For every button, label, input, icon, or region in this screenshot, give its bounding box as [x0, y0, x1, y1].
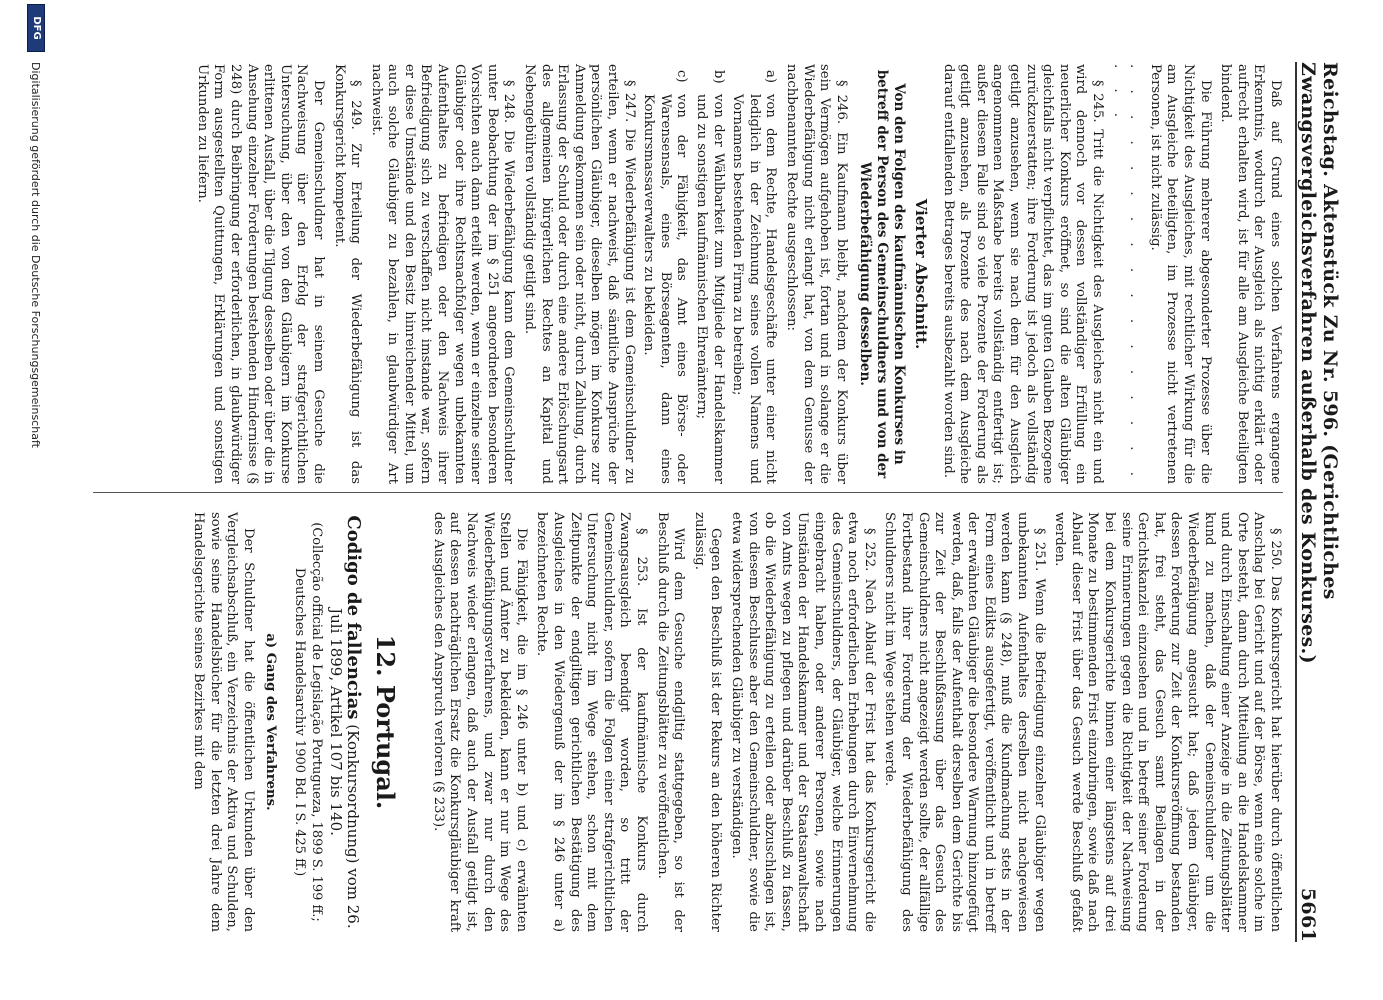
list-label: c) [674, 70, 690, 83]
footer-text: Digitalisierung gefördert durch die Deutsche Forschungsgemeinschaft [29, 62, 43, 448]
paragraph-249: § 249. Zur Erteilung der Wiederbefähigung ist das Konkursgericht kompetent. [331, 64, 364, 484]
page-number: 5661 [1297, 887, 1319, 942]
citation-line: (Collecção official de Legislação Portugueza, 1899 S. 199 ff.; [308, 522, 324, 922]
paragraph: Die Fähigkeit, die im § 246 unter b) und c) erwähnten Stellen und Ämter zu bekleiden, kann er nur im Wege des Wiederbefähigungsverfahrens, und zwar nur durch den Nachweis wieder erlangen, daß auch der Ausfall getilgt ist, auf dessen nachträglichen Ersatz die Konkursgläubiger kraft des Ausgleiches den Anspruch verloren (§ 233). [430, 512, 529, 932]
paragraph-247: § 247. Die Wiederbefähigung ist dem Gemeinschuldner zu erteilen, wenn er nachweist, daß sämtliche Ansprüche der persönlichen Gläubiger, dieselben mögen im Konkurse zur Anmeldung gekommen sein oder nicht, durch Zahlung, durch Erlassung der Schuld oder durch eine andere Erlöschungsart des allgemeinen bürgerlichen Rechtes an Kapital und Nebengebühren vollständig getilgt sind. [522, 64, 637, 484]
subsection-heading: a) Gang des Verfahrens. [263, 633, 279, 811]
paragraph: Die Führung mehrerer abgesonderter Prozesse über die Nichtigkeit des Ausgleiches, mit rechtlicher Wirkung für die am Ausgleiche beteiligten, im Prozesse nicht vertretenen Personen, ist nicht zulässig. [1147, 64, 1213, 484]
paragraph-253: § 253. Ist der kaufmännische Konkurs durch Zwangsausgleich beendigt worden, so tritt der Gemeinschuldner, sofern die Folgen einer strafgerichtlichen Untersuchung nicht im Wege stehen, schon mit dem Zeitpunkte der endgiltigen gerichtlichen Bestätigung des Ausgleiches in den Wiedergenuß der im § 246 unter a) bezeichneten Rechte. [534, 512, 650, 932]
country-heading: 12. Portugal. [371, 634, 401, 810]
paragraph-251: § 251. Wenn die Befriedigung einzelner Gläubiger wegen unbekannten Aufenthaltes derselben nicht nachgewiesen werden kann (§ 248), muß die Kundmachung stets in der Form eines Edikts ausgefertigt, veröffentlicht und in betreff der erwähnten Gläubiger die besondere Warnung hinzugefügt werden, daß, falls der Aufenthalt derselben dem Gerichte bis zur Zeit der Beschlußfassung über das Gesuch des Gemeinschuldners nicht angezeigt werden sollte, der allfällige Fortbestand ihrer Forderung der Wiederbefähigung des Schuldners nicht im Wege stehen werde. [882, 512, 1047, 932]
list-label: b) [710, 70, 726, 84]
paragraph-246: § 246. Ein Kaufmann bleibt, nachdem der Konkurs über sein Vermögen aufgehoben ist, fortan und in solange er die Wiederbefähigung nicht erlangt hat, von dem Genusse der nachbenannten Rechte ausgeschlossen: [783, 64, 849, 484]
list-item-a [729, 64, 779, 484]
list-text: von der Wählbarkeit zum Mitgliede der Handelskammer und zu sonstigen kaufmännischen Ehrenämtern; [694, 94, 726, 484]
list-text: von dem Rechte, Handelsgeschäfte unter einer nicht lediglich in der Zeichnung seines vollen Namens und Vornamens bestehenden Firma zu betreiben; [730, 94, 779, 484]
paragraph-248: § 248. Die Wiederbefähigung kann dem Gemeinschuldner unter Beobachtung der im § 251 angeordneten besonderen Vorsichten auch dann erteilt werden, wenn er einzelne seiner Gläubiger oder ihre Rechtsnachfolger wegen unbekannten Aufenthaltes zu befriedigen oder den Nachweis ihrer Befriedigung sich zu verschaffen nicht imstande war, sofern er diese Umstände und den Besitz hinreichender Mittel, um auch solche Gläubiger zu bezahlen, in glaubwürdiger Art nachweist. [368, 64, 517, 484]
paragraph: Der Schuldner hat die öffentlichen Urkunden über den Vergleichsabschluß, ein Verzeichnis der Aktiva und Schulden, sowie seine Handelsbücher für die letzten drei Jahre dem Handelsgerichte seines Bezirkes mit dem [190, 512, 256, 932]
code-citation [290, 512, 323, 932]
header-title: Reichstag. Aktenstück Zu Nr. 596. (Gerichtliches Zwangsvergleichsverfahren außerhalb des Konkurses.) [1297, 62, 1341, 664]
citation-line: Deutsches Handelsarchiv 1900 Bd. I S. 425 ff.) [291, 567, 307, 877]
list-item-c [640, 64, 690, 484]
paragraph-250: § 250. Das Konkursgericht hat hierüber durch öffentlichen Anschlag bei Gericht und auf der Börse, wenn eine solche im Orte besteht, dann durch Mitteilung an die Handelskammer und durch Einschaltung einer Anzeige in die Zeitungsblätter kund zu machen, daß der Gemeinschuldner um die Wiederbefähigung angesucht hat; daß jedem Gläubiger, dessen Forderung zur Zeit der Konkurseröffnung bestanden hat, frei steht, das Gesuch samt Beilagen in der Gerichtskanzlei einzusehen und in betreff seiner Forderung seine Erinnerungen gegen die Richtigkeit der Nachweisung bei dem Konkursgerichte binnen einer längstens auf drei Monate zu bestimmenden Frist einzubringen, sowie daß nach Ablauf dieser Frist über das Gesuch werde Beschluß gefaßt werden. [1052, 512, 1283, 932]
list-label: a) [763, 70, 779, 84]
omission-dots: . . . . . . . . . . . . . . . . . . . . [1110, 64, 1143, 484]
paragraph: Wird dem Gesuche endgiltig stattgegeben, so ist der Beschluß durch die Zeitungsblätter zu veröffentlichen. [654, 512, 687, 932]
list-text: von der Fähigkeit, das Amt eines Börse- oder Warensensals, eines Börseagenten, dann eines Konkursmassaverwalters zu bekleiden. [641, 94, 690, 484]
paragraph: Daß auf Grund eines solchen Verfahrens ergangene Erkenntnis, wodurch der Ausgleich als nichtig erklärt oder aufrecht erhalten wird, ist für alle am Ausgleiche Beteiligten bindend. [1218, 64, 1283, 484]
paragraph-252: § 252. Nach Ablauf der Frist hat das Konkursgericht die etwa noch erforderlichen Erhebungen durch Einvernehmung des Gemeinschuldners, der Gläubiger, welche Erinnerungen eingebracht haben, oder anderer Personen, sowie nach Umständen der Handelskammer und der Staatsanwaltschaft von Amts wegen zu pflegen und darüber Beschluß zu fassen, ob die Wiederbefähigung zu erteilen oder abzuschlagen ist, von diesem Beschlusse aber den Gemeinschuldner, sowie die etwa widersprechenden Gläubiger zu verständigen. [729, 512, 877, 932]
right-column [185, 512, 1283, 932]
footer [11, 0, 61, 1000]
section-heading: Vierter Abschnitt. [912, 198, 931, 350]
paragraph-245: § 245. Tritt die Nichtigkeit des Ausgleiches nicht ein und wird dennoch vor dessen vollständiger Erfüllung ein neuerlicher Konkurs eröffnet, so sind die alten Gläubiger gleichfalls nicht verpflichtet, das im guten Glauben Bezogene zurückzuerstatten; ihre Forderung ist jedoch als vollständig getilgt anzusehen, wenn sie nach dem für den Ausgleich angenommenen Maßstabe bereits vollständig entfertigt ist; außer diesem Falle sind so viele Prozente der Forderung als getilgt anzusehen, als Prozente des nach dem Ausgleiche darauf entfallenden Betrages bereits ausbezahlt worden sind. [940, 64, 1106, 484]
code-title-bold: Codigo de fallencias [342, 515, 364, 720]
page-header [1295, 62, 1341, 942]
list-item-b [692, 64, 725, 484]
section-title: Von den Folgen des kaufmännischen Konkurses in betreff der Person des Gemeinschuldners und von der Wiederbefähigung desselben. [857, 69, 907, 479]
paragraph: Gegen den Beschluß ist der Rekurs an den höheren Richter zulässig. [691, 512, 724, 932]
column-divider [93, 492, 1283, 493]
code-title-rest: (Konkursordnung) vom 26. Juli 1899, Artikel 107 bis 140. [327, 608, 362, 929]
paragraph: Der Gemeinschuldner hat in seinem Gesuche die Nachweisung über den Erfolg der strafgerichtlichen Untersuchung, über den von den Gläubigern im Konkurse erlittenen Ausfall, über die Tilgung desselben oder über die in Ansehung einzelner Forderungen bestehenden Hindernisse (§ 248) durch Beibringung der erforderlichen, in glaubwürdiger Form ausgestellten Quittungen, Erklärungen und sonstigen Urkunden zu liefern. [194, 64, 326, 484]
left-column [189, 64, 1283, 484]
dfg-logo: DFG [27, 4, 45, 52]
code-title [327, 512, 364, 932]
